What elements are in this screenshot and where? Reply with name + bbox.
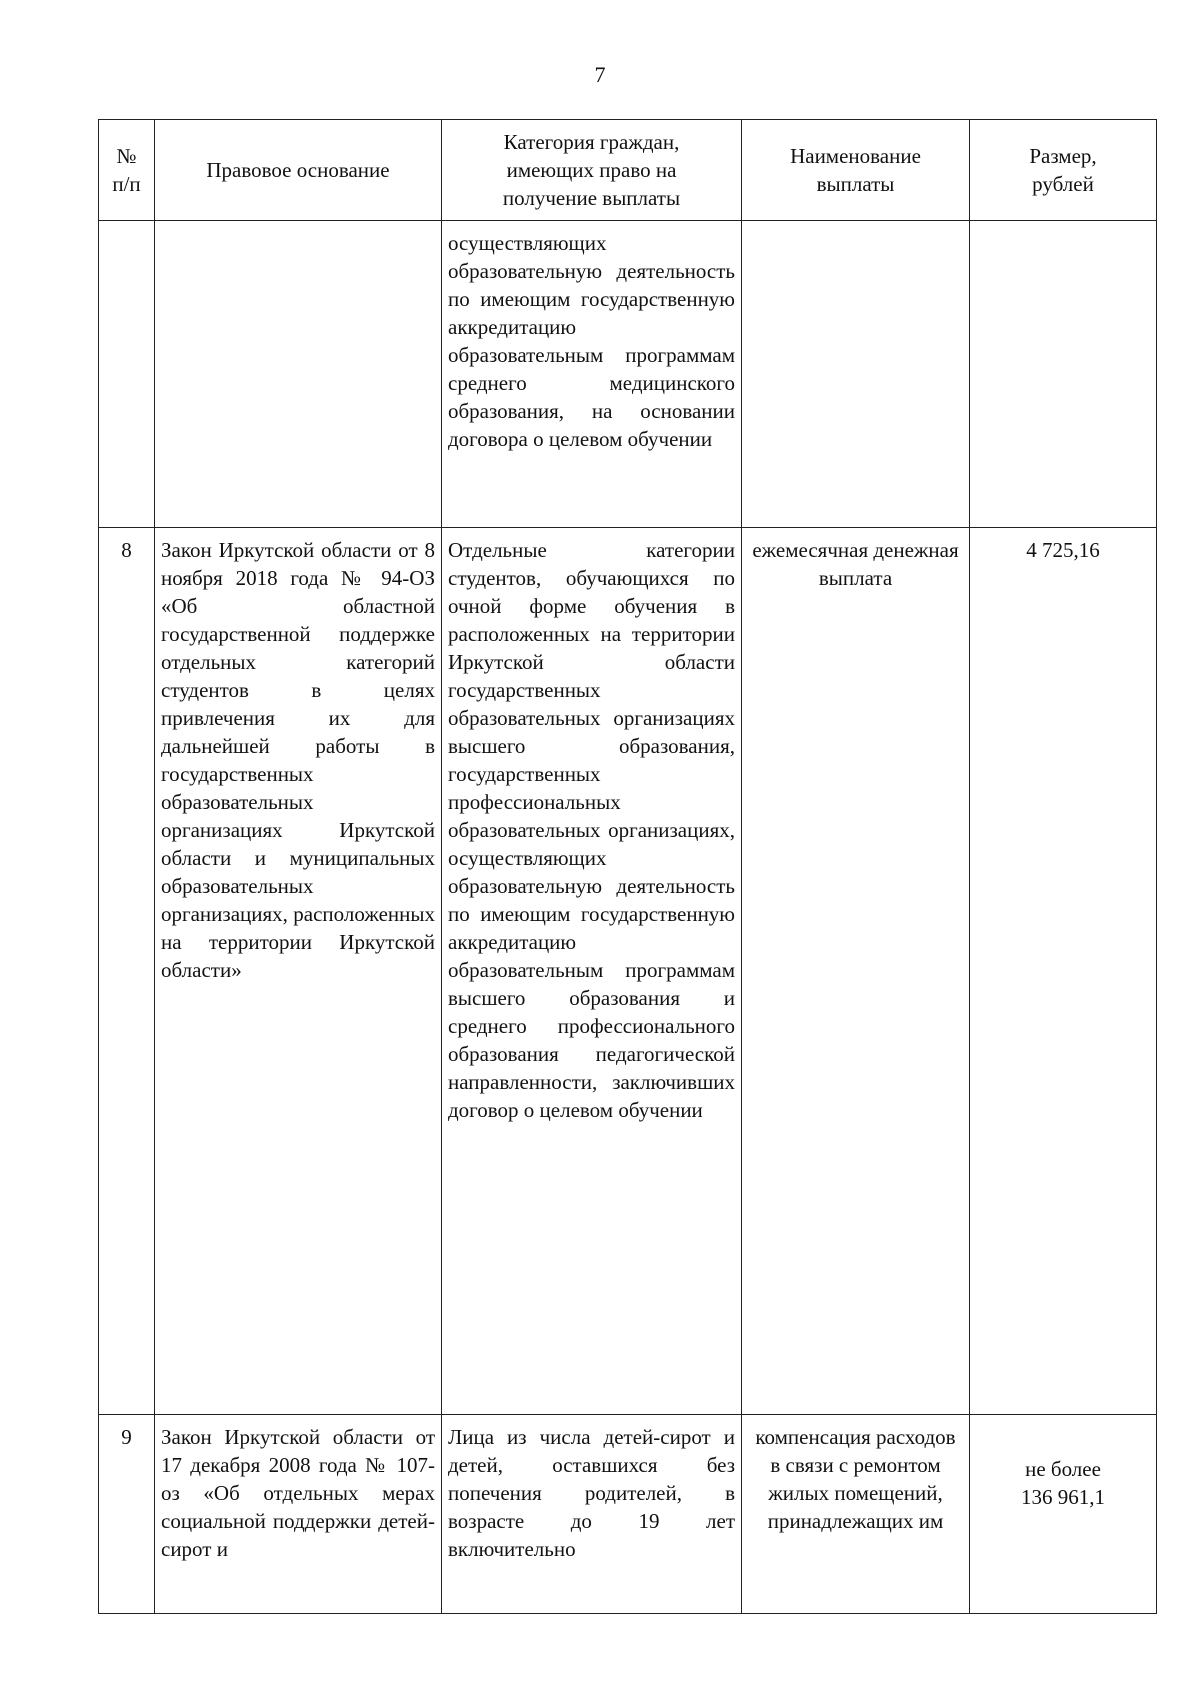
table-row xyxy=(99,528,1157,1415)
row-amount xyxy=(970,221,1157,528)
header-row xyxy=(99,120,1157,221)
table-header xyxy=(99,120,1157,221)
header-legal-basis: Правовое основание xyxy=(155,120,442,221)
header-number: № п/п xyxy=(99,120,155,221)
row-legal-basis: Закон Иркутской области от 8 ноября 2018 года № 94-ОЗ «Об областной государственной поддержке отдельных категорий студентов в целях привлечения их для дальнейшей работы в государственных образовательных организациях Иркутской области и муниципальных образовательных организациях, расположенных на территории Иркутской области» xyxy=(155,528,442,1415)
header-amount: Размер, рублей xyxy=(970,120,1157,221)
row-citizen-category: Лица из числа детей-сирот и детей, оставшихся без попечения родителей, в возрасте до 19 лет включительно xyxy=(442,1415,742,1614)
header-payment-name: Наименование выплаты xyxy=(742,120,970,221)
row-legal-basis xyxy=(155,221,442,528)
table-row xyxy=(99,221,1157,528)
table-row xyxy=(99,1415,1157,1614)
header-citizen-category: Категория граждан, имеющих право на получение выплаты xyxy=(442,120,742,221)
row-citizen-category: осуществляющих образовательную деятельность по имеющим государственную аккредитацию образовательным программам среднего медицинского образования, на основании договора о целевом обучении xyxy=(442,221,742,528)
row-citizen-category: Отдельные категории студентов, обучающихся по очной форме обучения в расположенных на территории Иркутской области государственных образовательных организациях высшего образования, государственных профессиональных образовательных организациях, осуществляющих образовательную деятельность по имеющим государственную аккредитацию образовательным программам высшего образования и среднего профессионального образования педагогической направленности, заключивших договор о целевом обучении xyxy=(442,528,742,1415)
row-payment-name: компенсация расходов в связи с ремонтом жилых помещений, принадлежащих им xyxy=(742,1415,970,1614)
row-legal-basis: Закон Иркутской области от 17 декабря 2008 года № 107-оз «Об отдельных мерах социальной поддержки детей-сирот и xyxy=(155,1415,442,1614)
row-payment-name xyxy=(742,221,970,528)
row-amount: 4 725,16 xyxy=(970,528,1157,1415)
row-number: 9 xyxy=(99,1415,155,1614)
row-number: 8 xyxy=(99,528,155,1415)
page-number: 7 xyxy=(594,62,606,87)
row-number xyxy=(99,221,155,528)
row-payment-name: ежемесячная денежная выплата xyxy=(742,528,970,1415)
table-body xyxy=(99,221,1157,1614)
row-amount: не более 136 961,1 xyxy=(970,1415,1157,1614)
payments-table xyxy=(98,119,1157,1614)
